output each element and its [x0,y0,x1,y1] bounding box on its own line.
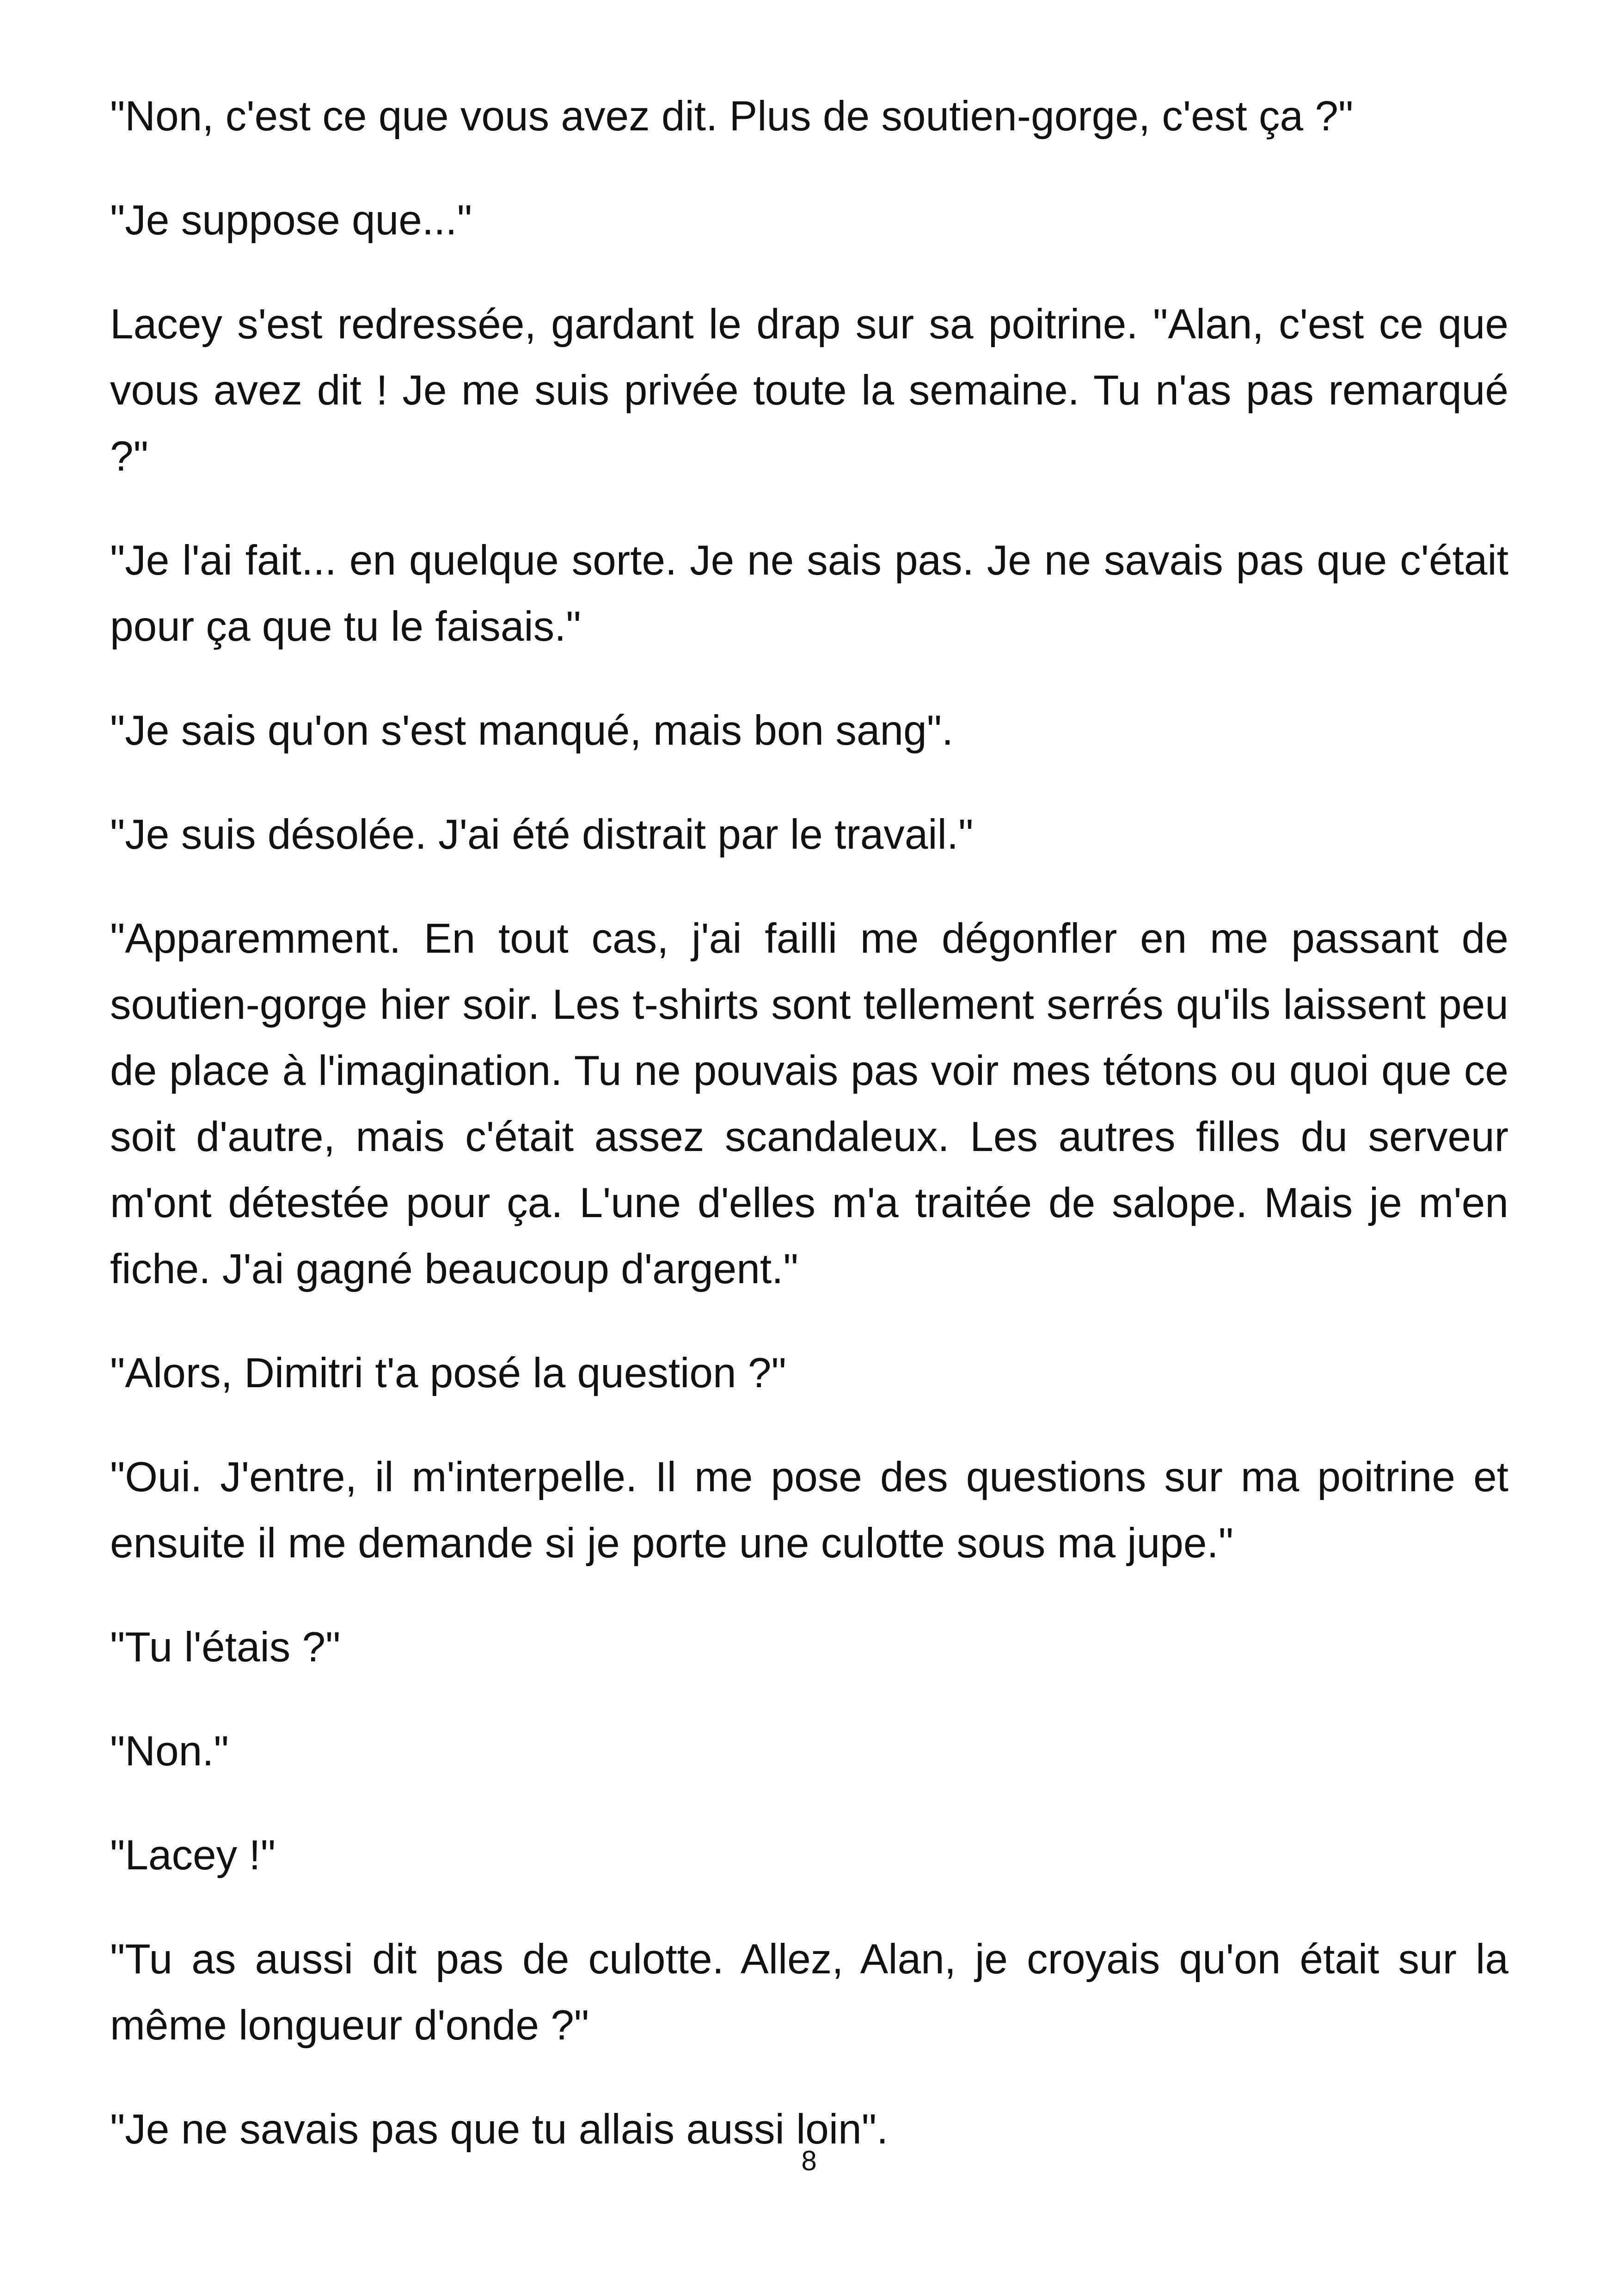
paragraph: "Non, c'est ce que vous avez dit. Plus de soutien-gorge, c'est ça ?" [110,93,1354,140]
paragraph: "Je suis désolée. J'ai été distrait par le travail." [110,811,974,858]
paragraph: "Je l'ai fait... en quelque sorte. Je ne sais pas. Je ne savais pas que c'était pour ça que tu le faisais." [110,537,1508,650]
paragraph: "Oui. J'entre, il m'interpelle. Il me pose des questions sur ma poitrine et ensuite il me demande si je porte une culotte sous ma jupe." [110,1454,1508,1567]
paragraph: "Je ne savais pas que tu allais aussi loin". [110,2106,889,2153]
paragraph: "Alors, Dimitri t'a posé la question ?" [110,1350,786,1396]
paragraph: "Apparemment. En tout cas, j'ai failli me dégonfler en me passant de soutien-gorge hier soir. Les t-shirts sont tellement serrés qu'ils laissent peu de place à l'imagination. Tu ne pouvais pas voir mes tétons ou quoi que ce soit d'autre, mais c'était assez scandaleux. Les autres filles du serveur m'ont détestée pour ça. L'une d'elles m'a traitée de salope. Mais je m'en fiche. J'ai gagné beaucoup d'argent." [110,915,1508,1292]
paragraph: Lacey s'est redressée, gardant le drap sur sa poitrine. "Alan, c'est ce que vous avez dit ! Je me suis privée toute la semaine. Tu n'as pas remarqué ?" [110,301,1508,480]
paragraph: "Lacey !" [110,1832,276,1879]
page-number: 8 [801,2145,817,2176]
paragraph: "Tu as aussi dit pas de culotte. Allez, Alan, je croyais qu'on était sur la même longueur d'onde ?" [110,1936,1508,2049]
paragraph: "Je suppose que..." [110,197,472,244]
paragraph: "Tu l'étais ?" [110,1624,341,1671]
paragraph: "Je sais qu'on s'est manqué, mais bon sang". [110,707,954,754]
paragraph: "Non." [110,1728,229,1775]
body-text [110,83,1508,2200]
